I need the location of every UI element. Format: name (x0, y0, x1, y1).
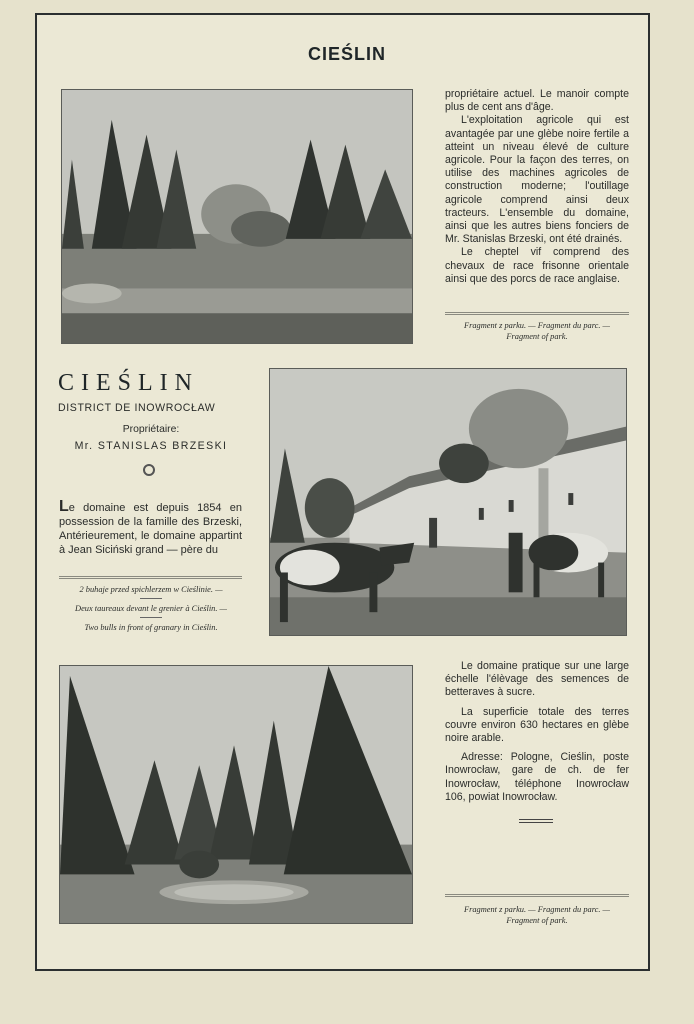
caption-bulls (56, 584, 246, 633)
paragraph: Le cheptel vif comprend des chevaux de race frisonne orientale ainsi que des porcs de race anglaise. (445, 246, 629, 285)
paragraph: Adresse: Pologne, Cieślin, poste Inowrocław, gare de ch. de fer Inowrocław, téléphone Inowrocław 106, powiat Inowrocław. (445, 751, 629, 803)
double-divider (519, 819, 553, 823)
park-photo-image (60, 666, 412, 923)
caption-line: Deux taureaux devant le grenier à Cieślin. — (75, 604, 227, 613)
caption-line: Two bulls in front of granary in Cieślin. (84, 623, 218, 632)
owner-label: Propriétaire: (122, 424, 180, 435)
paragraph: La superficie totale des terres couvre environ 630 hectares en glèbe noire arable. (445, 705, 629, 745)
photo-park-top (61, 89, 413, 344)
paragraph: Le domaine pratique sur une large échelle l'élèvage des semences de betteraves à sucre. (445, 660, 629, 699)
page-title: CIEŚLIN (307, 44, 386, 64)
caption-line: Fragment z parku. — Fragment du parc. — (463, 321, 610, 330)
drop-cap: L (59, 498, 69, 515)
caption-line: Fragment of park. (506, 332, 568, 341)
top-right-text (445, 88, 629, 286)
divider (445, 894, 629, 897)
caption-line: 2 buhaje przed spichlerzem w Cieślinie. — (79, 585, 223, 594)
divider (445, 312, 629, 315)
caption-line: Fragment z parku. — Fragment du parc. — (463, 905, 610, 914)
short-divider (140, 617, 162, 618)
photo-bulls-granary (269, 368, 627, 636)
intro-text: e domaine est depuis 1854 en possession de la famille des Brzeski, Antérieurement, le domaine appartint à Jean Siciński grand — père du (59, 502, 242, 556)
caption-park-top (440, 320, 634, 342)
park-photo-image (62, 90, 412, 343)
divider (59, 576, 242, 579)
owner-name: Mr. STANISLAS BRZESKI (74, 440, 228, 452)
bulls-photo-image (270, 369, 626, 635)
paragraph: propriétaire actuel. Le manoir compte plus de cent ans d'âge. (445, 88, 629, 114)
bottom-right-text (445, 660, 629, 804)
short-divider (140, 598, 162, 599)
caption-line: Fragment of park. (506, 916, 568, 925)
ornament-circle-icon (143, 464, 155, 476)
photo-park-bottom (59, 665, 413, 924)
caption-park-bottom (440, 904, 634, 926)
estate-district: DISTRICT DE INOWROCŁAW (58, 402, 216, 414)
paragraph: L'exploitation agricole qui est avantagée par une glèbe noire fertile a atteint un niveau élevé de culture agricole. Pour la façon des terres, on utilise des machines agricoles de construction moderne; l'outillage agricole comprend ainsi deux tracteurs. L'ensemble du domaine, ainsi que les autres biens fonciers de Mr. Stanislas Brzeski, ont été drainés. (445, 114, 629, 246)
estate-intro (59, 500, 242, 557)
estate-name: CIEŚLIN (58, 370, 199, 396)
